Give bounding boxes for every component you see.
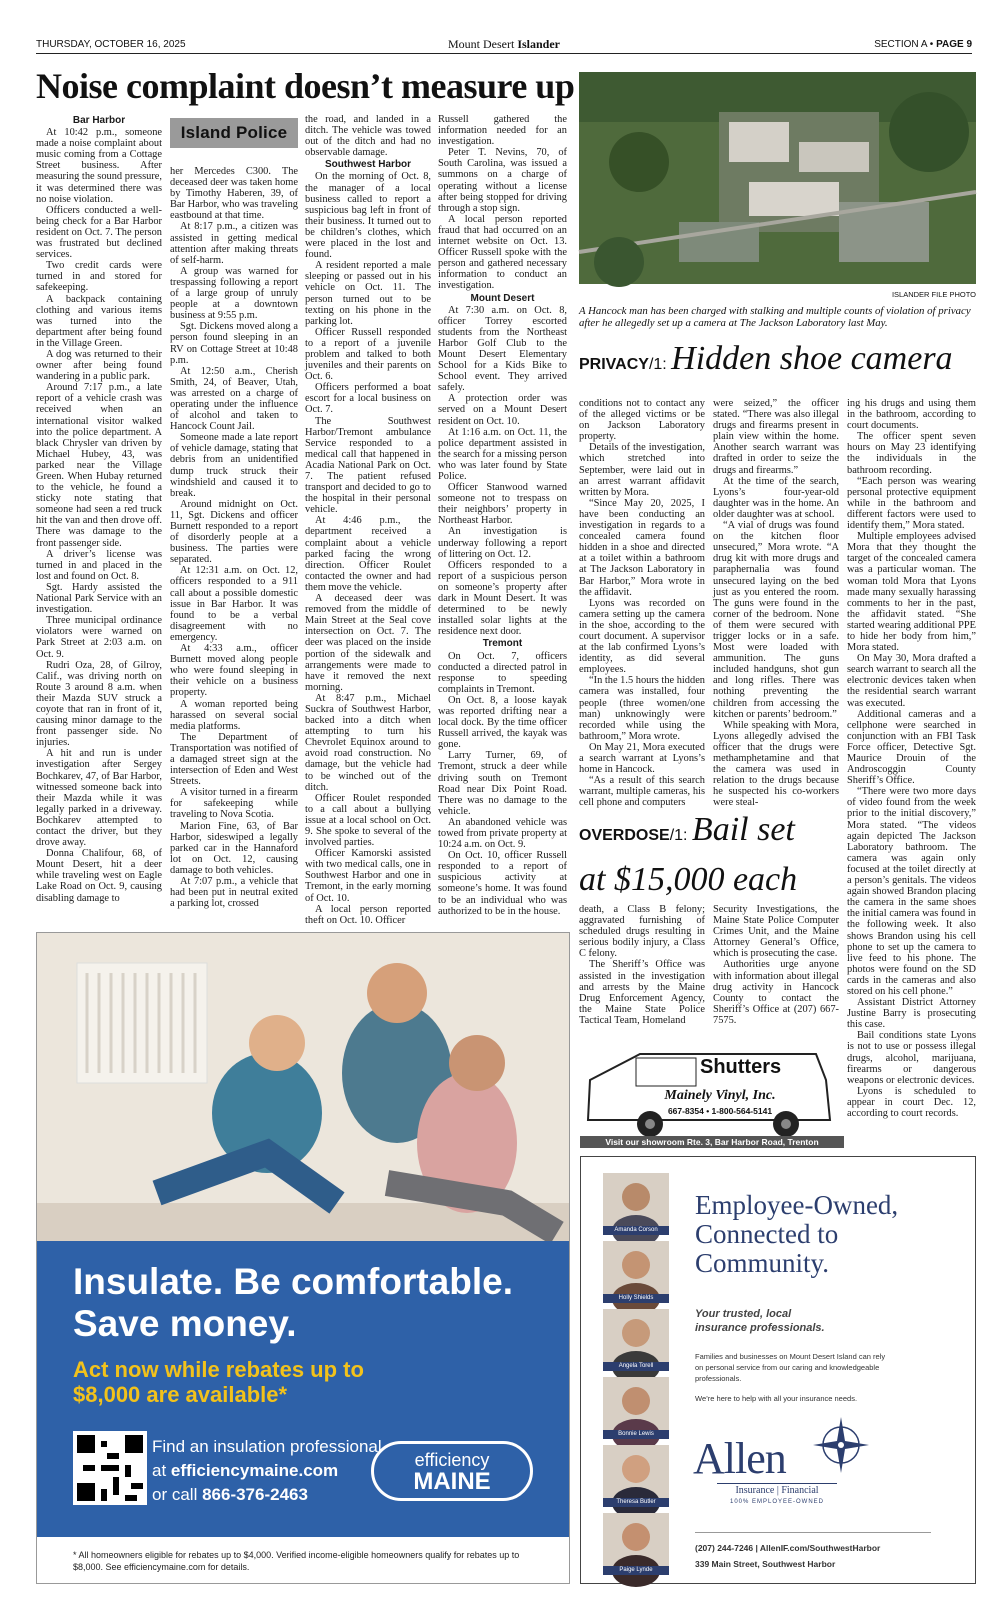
paragraph: Officer Roulet responded to a call about a bullying issue at a local school on Oct. 9. She spoke to several of the involved parties. [305, 792, 431, 849]
shutters-footer: Visit our showroom Rte. 3, Bar Harbor Road, Trenton [605, 1137, 819, 1147]
paragraph: A woman reported being harassed on several social media platforms. [170, 698, 298, 732]
paragraph: An investigation is underway following a report of littering on Oct. 12. [438, 526, 567, 560]
paragraph: Marion Fine, 63, of Bar Harbor, sideswiped a legally parked car in the Hannaford lot on Oct. 12, causing damage to both vehicles. [170, 820, 298, 876]
paragraph: “Each person was wearing personal protective equipment while in the bathroom and different factors were used to identify them,” Mora stated. [847, 475, 976, 532]
masthead-mount-desert: Mount Desert [447, 37, 518, 51]
shutters-ad [580, 1040, 844, 1148]
paragraph: Multiple employees advised Mora that they thought the target of the concealed camera was a particular woman. The woman told Mora that Lyons made many sexually harassing comments to her in the past, the affidavit stated. “She started wearing additional PPE to hide her body from him,” Mora stated. [847, 531, 976, 654]
paragraph: At 8:17 p.m., a citizen was assisted in getting medical attention after making threats of self-harm. [170, 221, 298, 266]
efficiency-maine-ad [36, 932, 570, 1584]
ad-find-1: Find an insulation professional [152, 1437, 382, 1456]
qr-code[interactable] [73, 1431, 147, 1505]
paragraph: Additional cameras and a cellphone were searched in conjunction with an FBI Task Force officer, Detective Sgt. Maurice Drouin of the Androscoggin County Sheriff’s Office. [847, 708, 976, 787]
logo-efficiency: efficiency [414, 1450, 490, 1470]
privacy-column-3 [847, 398, 976, 1128]
paragraph: Someone made a late report of vehicle damage, stating that debris from an unidentified dump truck struck their windshield and caused it to break. [170, 432, 298, 499]
ad-headline-2: Save money. [73, 1303, 297, 1344]
aerial-photo-illustration [579, 72, 976, 284]
paragraph: Officer Russell responded to a report of a juvenile problem and talked to both juveniles and their parents on Oct. 6. [305, 326, 431, 383]
staff-photo [603, 1241, 669, 1303]
paragraph: Sgt. Hardy assisted the National Park Service with an investigation. [36, 581, 162, 616]
paragraph: Security Investigations, the Maine State Police Computer Crimes Unit, and the Maine Attorney General’s Office, which is prosecuting the case. [713, 904, 839, 960]
police-column-2-text [170, 166, 298, 909]
paragraph: At 4:33 a.m., officer Burnett moved along people who were found sleeping in their vehicle on a business property. [170, 643, 298, 699]
paragraph: Three municipal ordinance violators were warned on Park Street at 2:03 a.m. on Oct. 9. [36, 615, 162, 660]
allen-logo-tag: 100% EMPLOYEE-OWNED [729, 1499, 825, 1505]
ad-find-3 [152, 1484, 308, 1506]
police-column-4-text-a [438, 114, 567, 292]
police-column-1 [36, 114, 162, 914]
allen-logo-sub: Insurance | Financial [717, 1483, 837, 1496]
paragraph: A resident reported a male sleeping or passed out in his vehicle on Oct. 11. The person turned out to be texting on his phone in the parking lot. [305, 260, 431, 327]
paragraph: A visitor turned in a firearm for safekeeping while traveling to Nova Scotia. [170, 787, 298, 821]
allen-insurance-ad [580, 1156, 976, 1584]
allen-tagline-1: Your trusted, local [695, 1308, 792, 1320]
paragraph: Two credit cards were turned in and stored for safekeeping. [36, 260, 162, 294]
staff-name: Theresa Butler [603, 1498, 669, 1507]
paragraph: her Mercedes C300. The deceased deer was taken home by Timothy Haberen, 39, of Bar Harbor, who was traveling eastbound at that time. [170, 166, 298, 222]
paragraph: “In the 1.5 hours the hidden camera was installed, four people (three women/one man) unknowingly were recorded while using the bathroom,” Mora wrote. [579, 675, 706, 742]
paragraph: At 4:46 p.m., the department received a complaint about a vehicle parked facing the wrong direction. Officer Roulet contacted the owner and had them move the vehicle. [305, 515, 431, 593]
shutters-phones: 667-8354 • 1-800-564-5141 [667, 1106, 773, 1116]
ad-headline-1: Insulate. Be comfortable. [73, 1261, 513, 1302]
paragraph: were seized,” the officer stated. “There was also illegal drugs and firearms present in plain view within the home. Another search warrant was drafted in order to seize the drugs and firearms.” [713, 398, 839, 476]
page-number: PAGE 9 [936, 39, 972, 50]
overdose-headline [579, 808, 841, 902]
island-police-label: Island Police [170, 118, 298, 148]
compass-rose-icon [811, 1415, 871, 1475]
staff-photo [603, 1445, 669, 1507]
paragraph: A local person reported fraud that had occurred on an internet website on Oct. 13. Officer Russell spoke with the person and gathered necessary information to conduct an investigation. [438, 213, 567, 292]
overdose-kicker: OVERDOSE [579, 827, 670, 844]
paragraph: Officers responded to a report of a suspicious person on someone’s property after dark in Mount Desert. It was determined to be newly installed solar lights at the residence next door. [438, 559, 567, 638]
paragraph: ing his drugs and using them in the bathroom, according to court documents. [847, 398, 976, 432]
police-column-3 [305, 114, 431, 926]
paragraph: Sgt. Dickens moved along a person found sleeping in an RV on Cottage Street at 10:48 p.m. [170, 321, 298, 366]
paragraph: the road, and landed in a ditch. The vehicle was towed out of the ditch and had no observable damage. [305, 114, 431, 159]
paragraph: At 1:16 a.m. on Oct. 11, the police department assisted in the search for a missing person who was later found by State Police. [438, 426, 567, 482]
paragraph: At 12:50 a.m., Cherish Smith, 24, of Beaver, Utah, was arrested on a charge of operating under the influence of alcohol and taken to Hancock Count Jail. [170, 365, 298, 433]
paragraph: A protection order was served on a Mount Desert resident on Oct. 10. [438, 393, 567, 427]
police-column-3-text-b [305, 171, 431, 925]
ad-phone-link[interactable]: 866-376-2463 [202, 1485, 308, 1504]
allen-wordmark: Allen [693, 1434, 786, 1483]
paragraph: Donna Chalifour, 68, of Mount Desert, hit a deer while traveling west on Eagle Lake Road on Oct. 9, causing disabling damage to [36, 848, 162, 904]
paragraph: Around 7:17 p.m., a late report of a vehicle crash was received when an international visitor walked into the police department. A black Chrysler van driven by Michael Hubey, 43, was parked near the Village Green. When Hubay returned to the vehicle, he found a sticky note stating that someone had seen a red truck hit the van and then drove off. There was damage to the front passenger side. [36, 382, 162, 549]
police-column-4 [438, 114, 567, 917]
allen-body-1: Families and businesses on Mount Desert Island can rely on personal service from our caring and knowledgeable professionals. [695, 1352, 886, 1383]
subhead-southwest-harbor: Southwest Harbor [324, 159, 412, 171]
allen-headline-2: Connected to [695, 1219, 839, 1249]
overdose-title-1: Bail set [691, 811, 795, 848]
allen-tagline-2: insurance professionals. [695, 1322, 825, 1334]
subhead-bar-harbor: Bar Harbor [72, 115, 126, 126]
paragraph: Larry Turner, 69, of Tremont, struck a deer while driving south on Tremont Road near Dix Point Road. There was no damage to the vehicle. [438, 750, 567, 817]
allen-headline-1: Employee-Owned, [695, 1190, 899, 1220]
ad-website-link[interactable]: efficiencymaine.com [170, 1461, 339, 1480]
allen-logo [687, 1415, 877, 1515]
qr-code-pattern [77, 1435, 143, 1501]
page-header [36, 36, 972, 54]
paragraph: Officers performed a boat escort for a local business on Oct. 7. [305, 382, 431, 416]
paragraph: Authorities urge anyone with information about illegal drug activity in Hancock County to contact the Sheriff’s Office at (207) 667-7575. [713, 959, 839, 1026]
paragraph: A backpack containing clothing and various items was turned into the department after being found in the Village Green. [36, 293, 162, 349]
paragraph: At 12:31 a.m. on Oct. 12, officers responded to a 911 call about a possible domestic issue in Bar Harbor. It was found to be a verbal disagreement with no emergency. [170, 565, 298, 643]
paragraph: Lyons was recorded on camera setting up the camera in the shoe, according to the court document. A supervisor at the lab confirmed Lyons’s identity, as did several employees. [579, 597, 705, 676]
staff-name: Angela Torell [603, 1362, 669, 1371]
overdose-column-2 [713, 904, 839, 1034]
masthead [36, 37, 972, 52]
privacy-jump: /1: [648, 356, 672, 373]
police-column-4-text-c [438, 651, 567, 917]
paragraph: The Southwest Harbor/Tremont ambulance Service responded to a medical call that happened in Acadia National Park on Oct. 7. The patient refused transport and decided to go to the hospital in their personal vehicle. [305, 415, 431, 516]
section-label: SECTION A • [874, 39, 937, 50]
staff-photo [603, 1173, 669, 1235]
ad-sub-1: Act now while rebates up to [73, 1357, 364, 1382]
privacy-title: Hidden shoe camera [671, 340, 953, 377]
staff-photo [603, 1377, 669, 1439]
police-headline: Noise complaint doesn’t measure up [36, 66, 575, 106]
ad-footnote: * All homeowners eligible for rebates up to $4,000. Verified income-eligible homeowners qualify for rebates up to $8,000. See efficiencymaine.com for details. [73, 1550, 520, 1572]
paragraph: At 10:42 p.m., someone made a noise complaint about music coming from a Cottage Street business. After measuring the sound pressure, it was determined there was no noise violation. [36, 127, 162, 205]
paragraph: At the time of the search, Lyons’s four-year-old daughter was in the home. An older daughter was at school. [713, 475, 839, 520]
paragraph: conditions not to contact any of the alleged victims or be on Jackson Laboratory property. [579, 398, 705, 443]
paragraph: Assistant District Attorney Justine Barry is prosecuting this case. [847, 997, 976, 1031]
paragraph: Officer Stanwood warned someone not to trespass on their neighbors’ property in Northeast Harbor. [438, 482, 567, 527]
paragraph: On Oct. 10, officer Russell responded to a report of suspicious activity at someone’s home. It was found to be an individual who was authorized to be in the house. [438, 850, 567, 917]
family-photo-illustration [37, 933, 569, 1241]
paragraph: The officer spent seven hours on May 23 identifying the individuals in the bathroom recording. [847, 431, 976, 476]
photo-credit: ISLANDER FILE PHOTO [891, 290, 976, 299]
staff-photo [603, 1309, 669, 1371]
paragraph: While speaking with Mora, Lyons allegedly advised the officer that the drugs were methamphetamine and that the camera was used in relation to the drugs because he suspected his co-workers were steal- [713, 719, 839, 809]
allen-body-2: We’re here to help with all your insurance needs. [695, 1394, 858, 1403]
photo-caption: A Hancock man has been charged with stalking and multiple counts of violation of privacy after he allegedly set up a camera at The Jackson Laboratory last May. [579, 305, 971, 329]
paragraph: A dog was returned to their owner after being found wandering in a public park. [36, 348, 162, 383]
section-page [874, 39, 972, 50]
paragraph: The Department of Transportation was notified of a damaged street sign at the intersection of Eden and West Streets. [170, 731, 298, 788]
ad-find-2-prefix: at [152, 1461, 171, 1480]
paragraph: An abandoned vehicle was towed from private property at 10:24 a.m. on Oct. 9. [438, 816, 567, 851]
paragraph: Lyons is scheduled to appear in court Dec. 12, according to court records. [847, 1085, 976, 1119]
privacy-column-2 [713, 398, 839, 809]
paragraph: A group was warned for trespassing following a report of a large group of unruly people at a downtown business at 9:55 p.m. [170, 265, 298, 322]
paragraph: On the morning of Oct. 8, the manager of a local business called to report a suspicious bag left in front of their business. It turned out to be children’s clothes, which were placed in the lost and found. [305, 171, 431, 261]
police-column-3-text-a [305, 114, 431, 158]
privacy-kicker: PRIVACY [579, 356, 649, 373]
staff-photo [603, 1513, 669, 1575]
privacy-column-1 [579, 398, 706, 809]
shutters-company: Mainely Vinyl, Inc. [664, 1088, 776, 1103]
paragraph: Peter T. Nevins, 70, of South Carolina, was issued a summons on a charge of operating without a license after being stopped for driving through a stop sign. [438, 147, 567, 214]
subhead-mount-desert: Mount Desert [470, 292, 535, 304]
allen-headline-3: Community. [695, 1248, 830, 1278]
subhead-tremont: Tremont [482, 638, 523, 650]
paragraph: “As a result of this search warrant, multiple cameras, his cell phone and computers [579, 775, 705, 809]
efficiency-maine-logo [371, 1441, 533, 1501]
shutters-title: Shutters [700, 1056, 782, 1078]
ad-sub-2: $8,000 are available* [73, 1382, 288, 1407]
paragraph: The Sheriff’s Office was assisted in the investigation and arrests by the Maine Drug Enforcement Agency, the Maine State Police Tactical Team, Homeland [579, 959, 705, 1026]
paragraph: At 8:47 p.m., Michael Suckra of Southwest Harbor, backed into a ditch when attempting to turn his Chevrolet Equinox around to avoid road construction. No damage, but the vehicle had to be winched out of the ditch. [305, 692, 431, 793]
allen-divider [695, 1532, 931, 1533]
overdose-jump: /1: [669, 827, 692, 844]
paragraph: death, a Class B felony; aggravated furnishing of scheduled drugs resulting in serious bodily injury, a Class C felony. [579, 904, 705, 960]
privacy-headline [579, 340, 976, 378]
police-column-2 [170, 166, 298, 914]
logo-maine: MAINE [413, 1468, 491, 1495]
paragraph: Officer Kamorski assisted with two medical calls, one in Southwest Harbor and one in Tremont, in the early morning of Oct. 10. [305, 848, 431, 904]
overdose-title-2: at $15,000 each [579, 861, 798, 898]
allen-contact-1: (207) 244-7246 | AllenIF.com/SouthwestHarbor [695, 1543, 881, 1553]
paragraph: On May 30, Mora drafted a search warrant to search all the electronic devices taken when the residential search warrant was executed. [847, 653, 976, 709]
paragraph: On Oct. 8, a loose kayak was reported drifting near a local dock. By the time officer Russell arrived, the kayak was gone. [438, 694, 567, 751]
paragraph: At 7:30 a.m. on Oct. 8, officer Torrey escorted students from the Northeast Harbor Golf Club to the Mount Desert Elementary School for a Kids Bike to School event. They arrived safely. [438, 304, 567, 394]
paragraph: Russell gathered the information needed for an investigation. [438, 114, 567, 148]
paragraph: Around midnight on Oct. 11, Sgt. Dickens and officer Burnett responded to a report of disorderly people at a business. The parties were separated. [170, 498, 298, 566]
masthead-islander: Islander [517, 37, 560, 51]
paragraph: At 7:07 p.m., a vehicle that had been put in neutral exited a parking lot, crossed [170, 876, 298, 910]
staff-name: Amanda Corson [603, 1226, 669, 1235]
paragraph: A driver’s license was turned in and placed in the lost and found on Oct. 8. [36, 548, 162, 582]
paragraph: Officers conducted a well-being check for a Bar Harbor resident on Oct. 7. The person was frustrated but declined services. [36, 204, 162, 261]
paragraph: A hit and run is under investigation after Sergey Bochkarev, 47, of Bar Harbor, witnessed someone back into their Mazda while it was legally parked in a driveway. Bochkarev attempted to contact the driver, but they drove away. [36, 748, 162, 849]
ad-find-2 [152, 1460, 338, 1482]
aerial-photo [579, 72, 976, 284]
ad-find-3-prefix: or call [152, 1485, 203, 1504]
efficiency-blue-panel [37, 1241, 569, 1537]
allen-contact-2: 339 Main Street, Southwest Harbor [695, 1559, 836, 1569]
paragraph: “Since May 20, 2025, I have been conducting an investigation in regards to a concealed camera found hidden in a shoe and directed at a toilet within a bathroom at The Jackson Laboratory in Bar Harbor,” Mora wrote in the affidavit. [579, 497, 705, 598]
paragraph: On May 21, Mora executed a search warrant at Lyons’s home in Hancock. [579, 741, 705, 776]
paragraph: “There were two more days of video found from the week prior to the initial discovery,” Mora stated. “The videos again depicted The Jackson Laboratory bathroom. The camera was again only focused at the toilet directly at a person’s genitals. The videos again showed Brandon placing the camera in the same shoes the initial camera was found in the following week. It also shows Brandon using his cell phone to set up the camera to live feed to his phone. The photos were found on the SD cards in the cameras and also stored on his cell phone.” [847, 786, 976, 997]
issue-date: THURSDAY, OCTOBER 16, 2025 [36, 39, 186, 50]
paragraph: “A vial of drugs was found on the kitchen floor unsecured,” Mora wrote. “A drug kit with more drugs and paraphernalia was found unsecured laying on the bed just as you entered the room. The guns were found in the corner of the bedroom. None of them were secured with trigger locks or in a safe. Most were loaded with ammunition. The guns included handguns, shot gun and long rifles. There was nothing preventing the children from accessing the kitchen or parents’ bedroom.” [713, 520, 839, 720]
overdose-column-1 [579, 904, 705, 1034]
police-column-1-text [36, 127, 162, 904]
staff-name: Holly Shields [603, 1294, 669, 1303]
paragraph: A local person reported theft on Oct. 10. Officer [305, 903, 431, 926]
paragraph: Details of the investigation, which stretched into September, were laid out in an arrest warrant affidavit written by Mora. [579, 442, 705, 498]
police-column-4-text-b [438, 305, 567, 638]
paragraph: Bail conditions state Lyons is not to use or possess illegal drugs, alcohol, marijuana, firearms or dangerous weapons or electronic devices. [847, 1030, 976, 1086]
paragraph: A deceased deer was removed from the middle of Main Street at the Seal cove intersection on Oct. 7. The deer was placed on the inside portion of the sidewalk and arrangements were made to have it removed the next morning. [305, 593, 431, 693]
family-photo [37, 933, 569, 1241]
staff-name: Bonnie Lewis [603, 1430, 669, 1439]
staff-name: Paige Lynde [603, 1566, 669, 1575]
paragraph: On Oct. 7, officers conducted a directed patrol in response to speeding complaints in Tremont. [438, 650, 567, 695]
paragraph: Rudri Oza, 28, of Gilroy, Calif., was driving north on Route 3 around 8 a.m. when their Mazda SUV struck a coyote that ran in front of it, causing minor damage to the front passenger side. No injuries. [36, 659, 162, 749]
